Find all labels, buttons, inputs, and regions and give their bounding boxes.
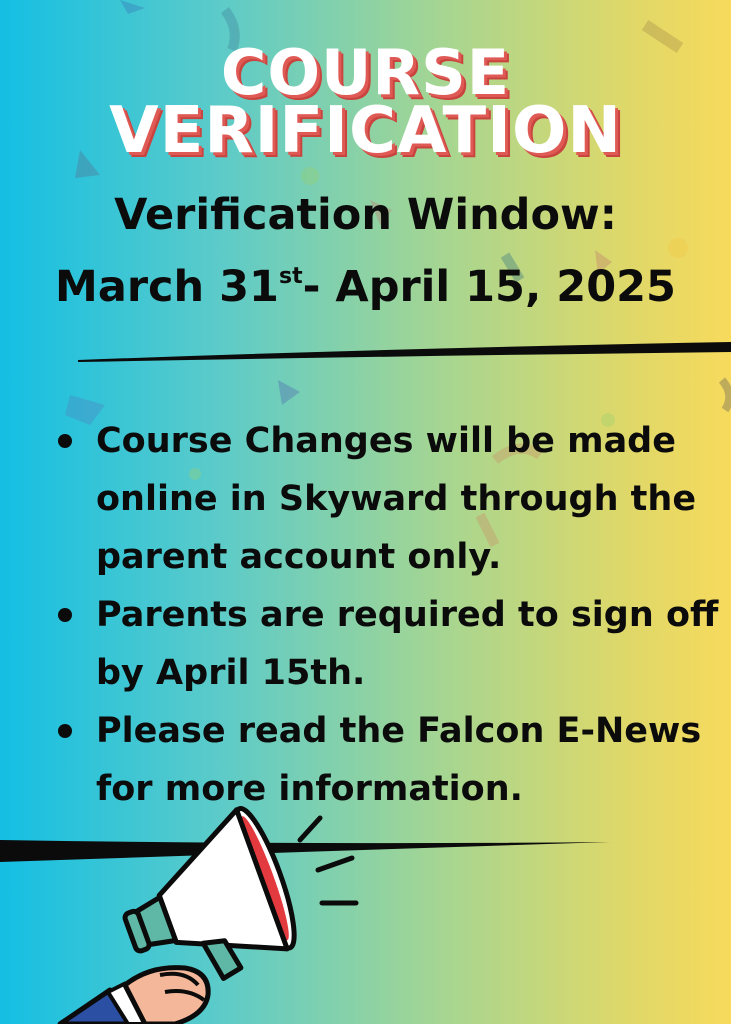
verification-window-label: Verification Window:: [114, 190, 617, 240]
window-start-date: March 31: [55, 262, 279, 312]
window-start-suffix: st: [278, 264, 303, 289]
title-line-2: VERIFICATION: [109, 94, 622, 168]
bullet-text: Parents are required to sign off by April 15th.: [96, 595, 719, 693]
title-line-1: COURSE: [220, 36, 511, 109]
window-end-date: - April 15, 2025: [302, 262, 676, 312]
bullet-text: Course Changes will be made online in Skyward through the parent account only.: [96, 421, 697, 577]
bullet-text: Please read the Falcon E-News for more information.: [96, 711, 702, 809]
